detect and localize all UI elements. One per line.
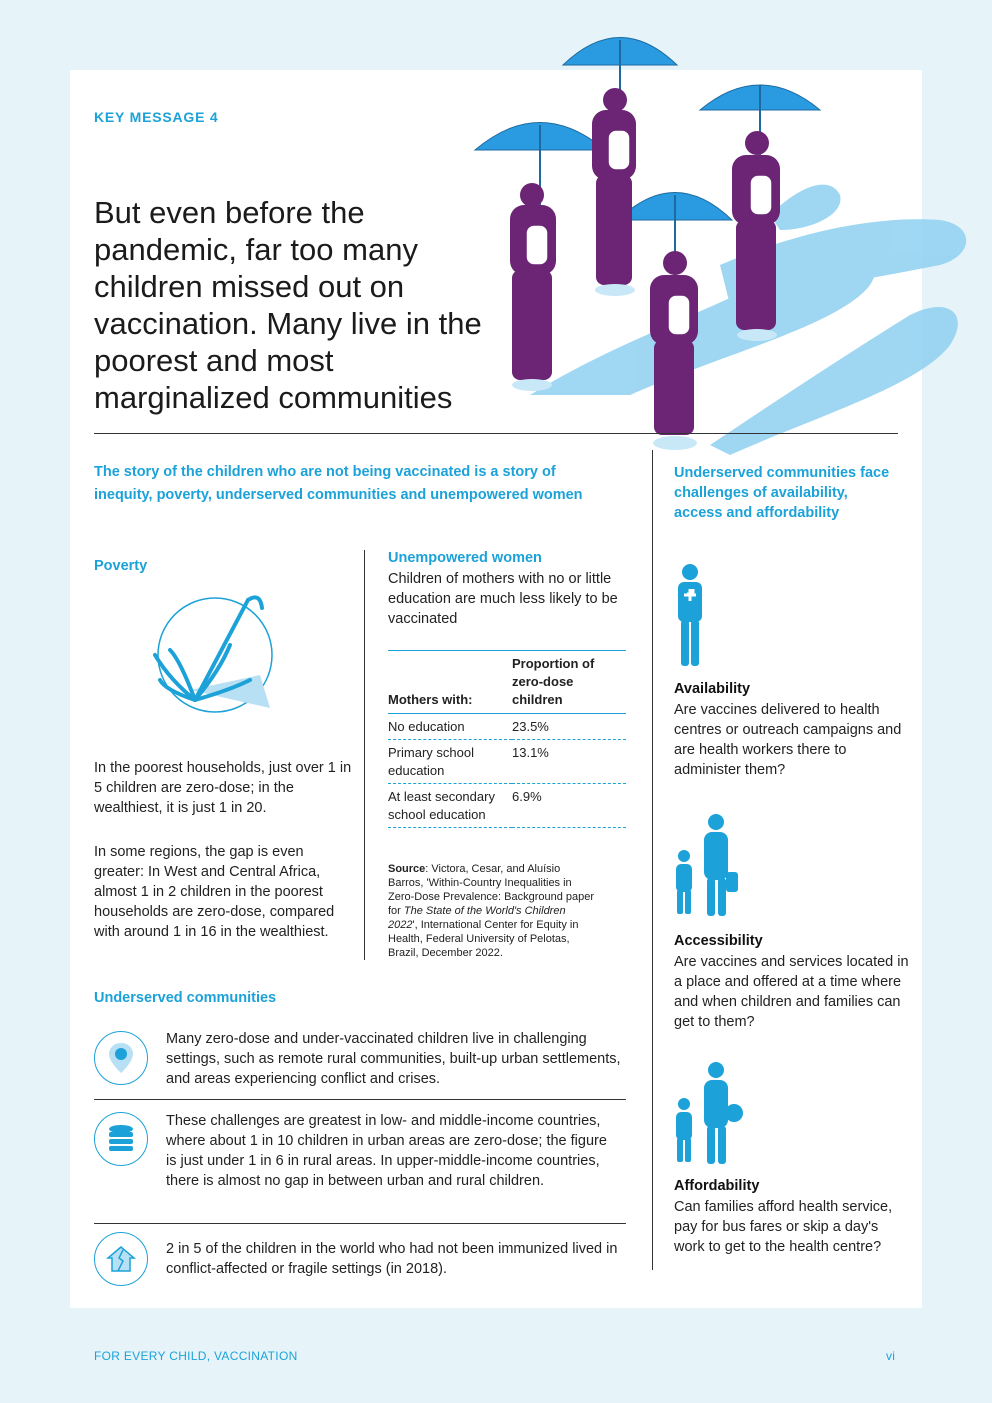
availability-title: Availability <box>674 681 751 697</box>
accessibility-title: Accessibility <box>674 933 763 949</box>
table-cell: 23.5% <box>512 719 549 734</box>
page-number: vi <box>886 1349 896 1363</box>
table-cell: 6.9% <box>512 789 542 804</box>
key-message-label: KEY MESSAGE 4 <box>94 109 219 125</box>
source-text-end: ', International Center for Equity in Health, Federal University of Pelotas, Brazil, December 2022. <box>388 919 579 959</box>
source-label: Source <box>388 863 426 875</box>
accessibility-text: Are vaccines and services located in a place and offered at a time where and when children and families can get to them? <box>674 954 909 1030</box>
affordability-text: Can families afford health service, pay for bus fares or skip a day's work to get to the health centre? <box>674 1199 893 1255</box>
health-worker-icon <box>672 562 708 668</box>
umbrella-women-illustration <box>470 15 980 460</box>
affordability-title: Affordability <box>674 1178 760 1194</box>
sidebar-heading: Underserved communities face challenges of availability, access and affordability <box>674 465 890 521</box>
table-cell: No education <box>388 719 465 734</box>
table-cell: At least secondary school education <box>388 789 495 822</box>
underserved-item-3: 2 in 5 of the children in the world who had not been immunized lived in conflict-affected or fragile settings (in 2018). <box>166 1241 618 1277</box>
table-header: Proportion of zero-dose children <box>512 656 595 707</box>
table-row <box>388 714 626 740</box>
location-pin-icon <box>94 1031 148 1085</box>
broken-umbrella-icon <box>150 590 280 720</box>
availability-text: Are vaccines delivered to health centres or outreach campaigns and are health workers there to administer them? <box>674 702 902 778</box>
women-heading: Unempowered women <box>388 550 542 566</box>
row-divider <box>94 1099 626 1100</box>
family-with-money-icon <box>672 1058 744 1168</box>
table-cell: Primary school education <box>388 745 474 778</box>
page-title: But even before the pandemic, far too many children missed out on vaccination. Many live in the poorest and most marginalized communities <box>94 195 482 415</box>
table-header-row <box>388 651 626 714</box>
intro-statement: The story of the children who are not being vaccinated is a story of inequity, poverty, underserved communities and unempowered women <box>94 464 583 503</box>
underserved-item-2: These challenges are greatest in low- and middle-income countries, where about 1 in 10 children in urban areas are zero-dose; the figure is just under 1 in 6 in rural areas. In upper-middle-income countries, there is almost no gap in between urban and rural children. <box>166 1113 607 1189</box>
poverty-paragraph-2: In some regions, the gap is even greater: In West and Central Africa, almost 1 in 2 children in the poorest households are zero-dose, compared with around 1 in 16 in the wealthiest. <box>94 844 335 940</box>
broken-house-icon <box>94 1232 148 1286</box>
source-text: : Victora, Cesar, and Aluísio Barros, 'Within-Country Inequalities in Zero-Dose Prevalence: Background paper for <box>388 863 595 917</box>
sidebar-divider <box>652 450 653 1270</box>
column-divider <box>364 550 365 960</box>
title-divider <box>94 433 898 434</box>
mother-child-walking-icon <box>672 810 744 920</box>
table-row <box>388 740 626 784</box>
table-header: Mothers with: <box>388 692 473 707</box>
poverty-heading: Poverty <box>94 558 148 574</box>
coins-stack-icon <box>94 1112 148 1166</box>
source-title: The State of the World's Children 2022 <box>388 905 566 931</box>
women-description: Children of mothers with no or little education are much less likely to be vaccinated <box>388 571 618 627</box>
footer-title: FOR EVERY CHILD, VACCINATION <box>94 1349 298 1363</box>
source-note <box>388 862 598 960</box>
row-divider <box>94 1223 626 1224</box>
poverty-paragraph-1: In the poorest households, just over 1 in 5 children are zero-dose; in the wealthiest, it is just 1 in 20. <box>94 760 352 816</box>
education-table <box>388 650 626 828</box>
table-cell: 13.1% <box>512 745 549 760</box>
underserved-heading: Underserved communities <box>94 990 277 1006</box>
table-row <box>388 784 626 828</box>
underserved-item-1: Many zero-dose and under-vaccinated children live in challenging settings, such as remote rural communities, built-up urban settlements, and areas experiencing conflict and crises. <box>166 1031 621 1087</box>
